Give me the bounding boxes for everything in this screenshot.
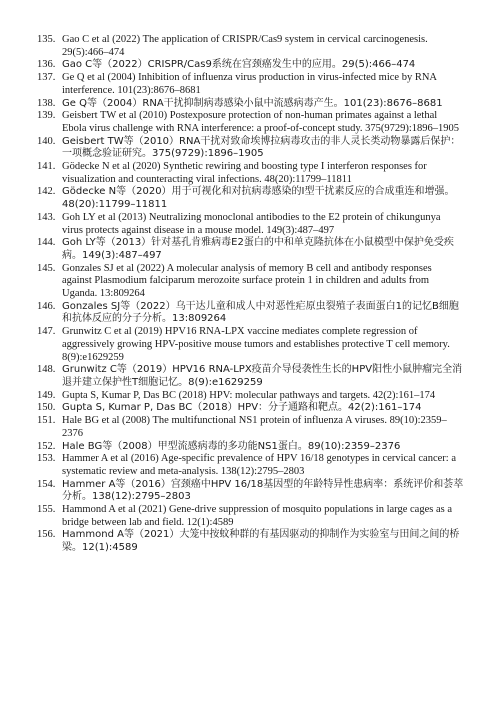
reference-text: Goh LY et al (2013) Neutralizing monoclonal antibodies to the E2 protein of chikungunya virus protects against disease in a mouse model. 149(3):487–497	[62, 211, 441, 236]
reference-item	[0, 98, 500, 111]
reference-item	[0, 59, 500, 72]
reference-text: Hammond A等（2021）大笼中按蚊种群的有基因驱动的抑制作为实验室与田间之间的桥梁。12(1):4589	[62, 529, 460, 554]
reference-text: Ge Q et al (2004) Inhibition of influenza virus production in virus-infected mice by RNA interference. 101(23):8676–8681	[62, 72, 437, 96]
reference-item	[0, 110, 500, 135]
reference-number: 147.	[37, 326, 56, 338]
reference-number: 148.	[37, 364, 56, 376]
reference-text: Gupta S, Kumar P, Das BC（2018）HPV：分子通路和靶点。42(2):161–174	[62, 402, 422, 414]
reference-item	[0, 529, 500, 554]
reference-number: 152.	[37, 440, 56, 452]
reference-number: 138.	[37, 97, 56, 109]
reference-text: Gupta S, Kumar P, Das BC (2018) HPV: molecular pathways and targets. 42(2):161–174	[62, 389, 436, 401]
reference-number: 145.	[37, 262, 56, 274]
reference-number: 149.	[37, 389, 56, 401]
reference-item	[0, 390, 500, 403]
reference-text: Gao C等（2022）CRISPR/Cas9系统在宫颈癌发生中的应用。29(5):466–474	[62, 59, 416, 71]
reference-text: Hale BG et al (2008) The multifunctional NS1 protein of influenza A viruses. 89(10):2359–2376	[62, 415, 447, 439]
reference-item	[0, 415, 500, 440]
reference-item	[0, 402, 500, 415]
reference-item	[0, 479, 500, 504]
reference-item	[0, 186, 500, 211]
reference-text: Geisbert TW et al (2010) Postexposure protection of non-human primates against a lethal Ebola virus challenge with RNA interference: a proof-of-concept study. 375(9729):1896–1905	[62, 110, 460, 134]
reference-item	[0, 72, 500, 97]
reference-number: 139.	[37, 110, 56, 122]
reference-text: Gödecke N等（2020）用于可视化和对抗病毒感染的I型干扰素反应的合成重连和增强。48(20):11799–11811	[62, 186, 455, 211]
reference-item	[0, 161, 500, 186]
reference-item	[0, 504, 500, 529]
reference-text: Gödecke N et al (2020) Synthetic rewiring and boosting type I interferon responses for visualization and counteracting viral infections. 48(20):11799–11811	[62, 161, 427, 185]
reference-number: 136.	[37, 59, 56, 71]
reference-number: 137.	[37, 72, 56, 84]
reference-number: 142.	[37, 186, 56, 198]
reference-number: 153.	[37, 453, 56, 465]
reference-item	[0, 34, 500, 59]
reference-item	[0, 136, 500, 161]
reference-number: 140.	[37, 135, 56, 147]
reference-item	[0, 364, 500, 389]
reference-number: 155.	[37, 504, 56, 516]
reference-text: Grunwitz C et al (2019) HPV16 RNA-LPX vaccine mediates complete regression of aggressively growing HPV-positive mouse tumors and establishes protective T cell memory. 8(9):e1629259	[62, 326, 450, 363]
reference-text: Ge Q等（2004）RNA干扰抑制病毒感染小鼠中流感病毒产生。101(23):8676–8681	[62, 97, 443, 109]
reference-number: 135.	[37, 34, 56, 45]
reference-number: 144.	[37, 237, 56, 249]
reference-text: Gao C et al (2022) The application of CRISPR/Cas9 system in cervical carcinogenesis. 29(5):466–474	[62, 34, 428, 58]
reference-item	[0, 326, 500, 364]
reference-text: Goh LY等（2013）针对基孔肯雅病毒E2蛋白的中和单克隆抗体在小鼠模型中保护免受疾病。149(3):487–497	[62, 237, 454, 261]
reference-text: Gonzales SJ等（2022）乌干达儿童和成人中对恶性疟原虫裂殖子表面蛋白1的记忆B细胞和抗体反应的分子分析。13:809264	[62, 300, 459, 325]
reference-item	[0, 441, 500, 454]
reference-text: Geisbert TW等（2010）RNA干扰对致命埃博拉病毒攻击的非人灵长类动物暴露后保护：一项概念验证研究。375(9729):1896–1905	[62, 135, 461, 160]
reference-item	[0, 301, 500, 326]
reference-number: 154.	[37, 478, 56, 490]
reference-item	[0, 453, 500, 478]
reference-number: 156.	[37, 529, 56, 541]
reference-number: 143.	[37, 211, 56, 223]
reference-text: Hammer A et al (2016) Age-specific prevalence of HPV 16/18 genotypes in cervical cancer: a systematic review and meta-analysis. 138(12):2795–2803	[62, 453, 456, 477]
reference-number: 151.	[37, 415, 56, 427]
reference-item	[0, 212, 500, 237]
reference-text: Hammond A et al (2021) Gene-drive suppression of mosquito populations in large cages as a bridge between lab and field. 12(1):4589	[62, 504, 452, 528]
reference-text: Hale BG等（2008）甲型流感病毒的多功能NS1蛋白。89(10):2359–2376	[62, 440, 401, 452]
reference-item	[0, 237, 500, 262]
reference-text: Hammer A等（2016）宫颈癌中HPV 16/18基因型的年龄特异性患病率：系统评价和荟萃分析。138(12):2795–2803	[62, 478, 464, 503]
reference-text: Grunwitz C等（2019）HPV16 RNA-LPX疫苗介导侵袭性生长的HPV阳性小鼠肿瘤完全消退并建立保护性T细胞记忆。8(9):e1629259	[62, 364, 463, 388]
reference-number: 146.	[37, 300, 56, 312]
reference-item	[0, 263, 500, 301]
reference-number: 141.	[37, 161, 56, 173]
reference-number: 150.	[37, 402, 56, 414]
reference-list	[0, 34, 500, 555]
reference-text: Gonzales SJ et al (2022) A molecular analysis of memory B cell and antibody responses against Plasmodium falciparum merozoite surface protein 1 in children and adults from Uganda. 13:809264	[62, 262, 432, 300]
